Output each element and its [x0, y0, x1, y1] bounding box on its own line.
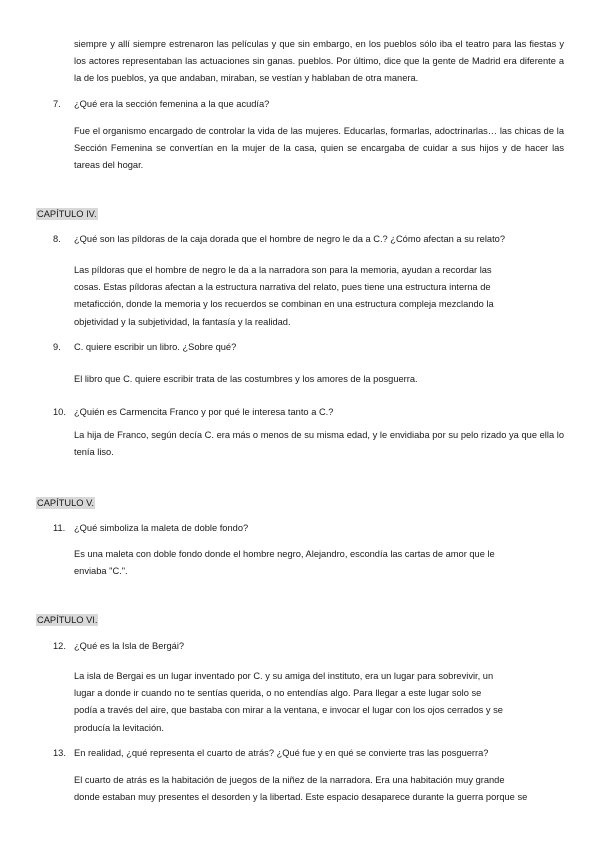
- answer-line: La isla de Bergai es un lugar inventado por C. y su amiga del instituto, era un lugar para sobrevivir, un: [74, 671, 494, 681]
- answer-11: [74, 546, 564, 580]
- question-text: ¿Quién es Carmencita Franco y por qué le interesa tanto a C.?: [74, 407, 334, 417]
- answer-13: [74, 772, 564, 806]
- question-text: En realidad, ¿qué representa el cuarto de atrás? ¿Qué fue y en qué se convierte tras las posguerra?: [74, 748, 489, 758]
- answer-line: enviaba "C.".: [74, 566, 128, 577]
- question-text: ¿Qué era la sección femenina a la que acudía?: [74, 99, 270, 109]
- question-text: ¿Qué es la Isla de Bergái?: [74, 641, 185, 651]
- answer-line: podía a través del aire, que bastaba con mirar a la ventana, e invocar el lugar con los ojos cerrados y se: [74, 705, 503, 716]
- question-number: 11.: [53, 523, 66, 533]
- answer-8: [74, 262, 564, 331]
- chapter-heading-vi: CAPÍTULO VI.: [37, 615, 98, 625]
- answer-12: [74, 668, 564, 737]
- answer-line: producía la levitación.: [74, 722, 164, 733]
- question-number: 9.: [53, 342, 61, 352]
- answer-10: La hija de Franco, según decía C. era más o menos de su misma edad, y le envidiaba por su pelo rizado ya que ella lo tenía liso.: [74, 430, 564, 458]
- answer-line: cosas. Estas píldoras afectan a la estructura narrativa del relato, pues tiene una estructura interna de: [74, 282, 491, 293]
- question-13: [53, 746, 563, 760]
- question-number: 8.: [53, 234, 61, 244]
- question-8: [53, 232, 563, 246]
- answer-line: metaficción, donde la memoria y los recuerdos se combinan en una estructura compleja mezclando la: [74, 299, 494, 310]
- question-text: ¿Qué simboliza la maleta de doble fondo?: [74, 523, 249, 533]
- answer-line: donde estaban muy presentes el desorden y la libertad. Este espacio desaparece durante la guerra porque se: [74, 792, 528, 803]
- answer-7: Fue el organismo encargado de controlar la vida de las mujeres. Educarlas, formarlas, adoctrinarlas… las chicas de la Sección Femenina se convertían en la mujer de la casa, quien se encargaba de cuidar a sus hijos y de hacer las tareas del hogar.: [74, 126, 564, 171]
- question-7: [53, 97, 563, 111]
- answer-6-continuation: siempre y allí siempre estrenaron las películas y que sin embargo, en los pueblos sólo iba el teatro para las fiestas y los actores representaban las actuaciones sin ganas. pueblos. Por último, dice que la gente de Madrid era diferente a la de los pueblos, ya que andaban, miraban, se vestían y hablaban de otra manera.: [74, 39, 564, 84]
- chapter-heading-iv: CAPÍTULO IV.: [37, 209, 97, 219]
- answer-line: lugar a donde ir cuando no te sentías querida, o no entendías algo. Para llegar a este lugar solo se: [74, 688, 482, 699]
- question-number: 13.: [53, 748, 66, 758]
- answer-9: El libro que C. quiere escribir trata de las costumbres y los amores de la posguerra.: [74, 374, 418, 384]
- answer-line: El cuarto de atrás es la habitación de juegos de la niñez de la narradora. Era una habitación muy grande: [74, 775, 505, 785]
- answer-line: Es una maleta con doble fondo donde el hombre negro, Alejandro, escondía las cartas de amor que le: [74, 549, 495, 559]
- question-10: [53, 405, 563, 419]
- answer-line: Las píldoras que el hombre de negro le da a la narradora son para la memoria, ayudan a recordar las: [74, 265, 492, 275]
- question-text: ¿Qué son las píldoras de la caja dorada que el hombre de negro le da a C.? ¿Cómo afectan a su relato?: [74, 234, 506, 244]
- chapter-heading-v: CAPÍTULO V.: [37, 498, 95, 508]
- question-12: [53, 639, 563, 653]
- question-number: 7.: [53, 99, 61, 109]
- question-text: C. quiere escribir un libro. ¿Sobre qué?: [74, 342, 237, 352]
- question-9: [53, 340, 563, 354]
- question-number: 12.: [53, 641, 66, 651]
- question-number: 10.: [53, 407, 66, 417]
- question-11: [53, 521, 563, 535]
- answer-line: objetividad y la subjetividad, la fantasía y la realidad.: [74, 316, 291, 327]
